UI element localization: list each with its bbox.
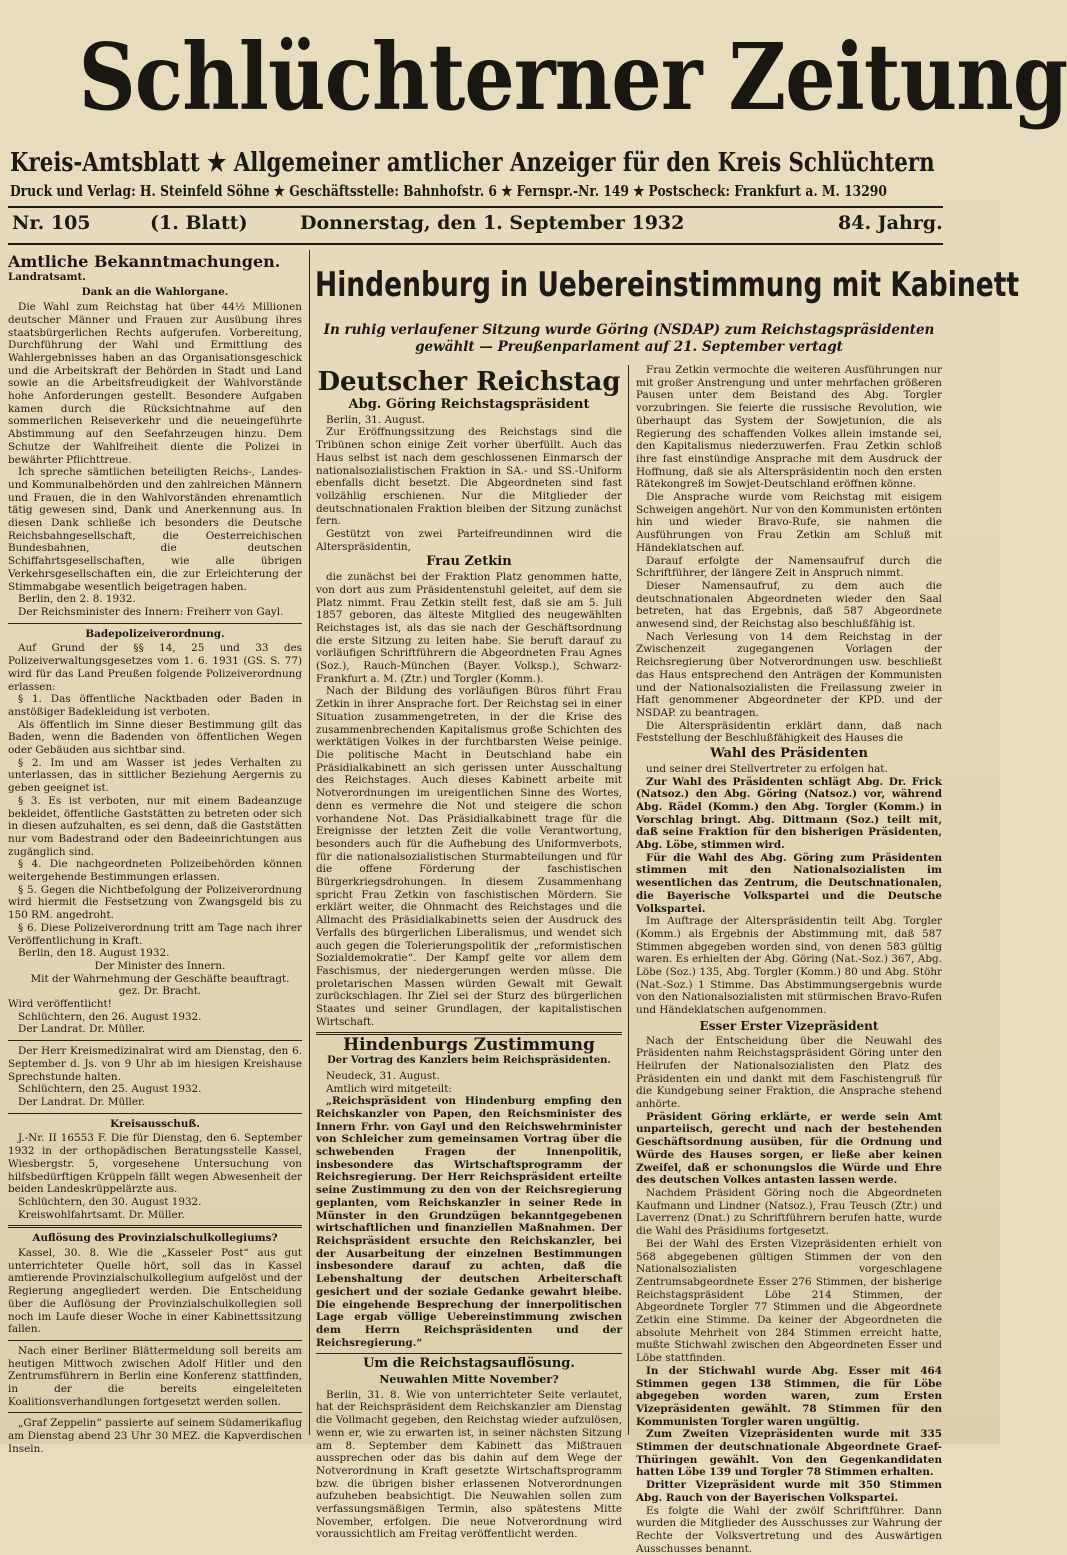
aufloesung-subtitle: Neuwahlen Mitte November? (379, 1373, 559, 1387)
bade-para-1b: Als öffentlich im Sinne dieser Bestimmung gilt das Baden, wenn die Badenden von öffentlichen Wegen oder Gebäuden aus sichtbar sind. (8, 718, 302, 757)
reichstag-place: Berlin, 31. August. (326, 413, 425, 426)
right-para-8: Zur Wahl des Präsidenten schlägt Abg. Dr. Frick (Natsoz.) den Abg. Göring (Natsoz.) vor, während Abg. Rädel (Komm.) den Abg. Torgler (Komm.) in Vorschlag bringt. Abg. Dittmann (Soz.) teilt mit, daß seine Fraktion für den bisherigen Präsidenten, Abg. Löbe, stimmen wird. (636, 775, 942, 852)
dank-text: Die Wahl zum Reichstag hat über 44½ Millionen deutscher Männer und Frauen zur Ausübung ihres staatsbürgerlichen Rechts aufgerufen. Vorbereitung, Durchführung der Wahl und Ermittlung des Wahlergebnisses haben an das Organisationsgeschick und die Arbeitskraft der Behörden in Stadt und Land sowie an die Arbeitsfreudigkeit der Wahlvorstände hohe Anforderungen gestellt. Besondere Aufgaben kamen durch die Rücksichtnahme auf den sommerlichen Reiseverkehr und die neueingeführte Abstimmung auf den Seefahrzeugen hinzu. Dem Schutze der Wahlfreiheit diente die Polizei in bewährter Pflichttreue. (8, 301, 302, 466)
aufl-title: Auflösung des Provinzialschulkollegiums? (32, 1232, 278, 1245)
dank-signature: Der Reichsminister des Innern: Freiherr von Gayl. (18, 605, 284, 618)
masthead-title: Schlüchterner Zeitung (78, 23, 1067, 131)
masthead-printer-line: Druck und Verlag: H. Steinfeld Söhne ★ Geschäftsstelle: Bahnhofstr. 6 ★ Fernspr.-Nr. 149 ★ Postscheck: Frankfurt a. M. 13290 (10, 182, 887, 200)
left-column (8, 252, 302, 1455)
bade-signature-3: gez. Dr. Bracht. (118, 985, 202, 998)
bade-title: Badepolizeiverordnung. (85, 627, 225, 640)
wahl-title: Wahl des Präsidenten (710, 746, 868, 762)
right-para-4: Dieser Namensaufruf, zu dem auch die deutschnationalen Abgeordneten wieder den Saal betreten, hat das Ergebnis, daß 587 Abgeordnete anwesend sind, der Reichstag also beschlußfähig ist. (636, 579, 942, 631)
arzt-text: Der Herr Kreismedizinalrat wird am Dienstag, den 6. September d. Js. von 9 Uhr ab im hiesigen Kreishause Sprechstunde halten. (8, 1045, 302, 1083)
bade-para-2: § 2. Im und am Wasser ist jedes Verhalten zu unterlassen, das in sittlicher Beziehung Aergernis zu geben geeignet ist. (8, 756, 302, 795)
reichstag-para-4: Nach der Bildung des vorläufigen Büros führt Frau Zetkin in ihrer Ansprache fort. Der Reichstag sei in einer Situation zusammengetreten, in der die Krise des zusammenbrechenden Kapitalismus große Schichten des werktätigen Volkes in der furchtbarsten Weise peinige. Die politische Macht in Deutschland habe ein Präsidialkabinett an sich gerissen unter Ausschaltung des Reichstages. Auch dieses Kabinett arbeite mit Notverordnungen im ureigentlichen Sinne des Wortes, denn es vermehre die Not und steigere die schon vorhandene Not. Das Präsidialkabinett trage für die Ereignisse der letzten Zeit die volle Verantwortung, besonders auch für die Aufhebung des Uniformverbots, für die nationalsozialistischen Sturmabteilungen und für die offene Förderung der faschistischen Bürgerkriegsdrohungen. In diesem Zusammenhang spricht Frau Zetkin von faschistischen Mördern. Sie erklärt weiter, die Ohnmacht des Reichstages und die Allmacht des Präsidialkabinetts seien der Ausdruck des Verfalls des bürgerlichen Liberalismus, und wendet sich auch gegen die Tolerierungspolitik der „reformistischen Sozialdemokratie“. Der Kampf gelte vor allem dem Faschismus, der niedergerungen werden müsse. Die proletarischen Massen würden Gewalt mit Gewalt zurückschlagen. Ihr Ziel sei der Sturz des bürgerlichen Staates und seiner Grundlagen, der kapitalistischen Wirtschaft. (316, 685, 622, 1028)
right-para-12: Präsident Göring erklärte, er werde sein Amt unparteiisch, gerecht und nach der bestehenden Geschäftsordnung ausüben, für die Ordnung und Würde des Hauses sorgen, er ließe aber keinen Zweifel, daß er schonungslos die Würde und Ehre des deutschen Volkes antasten lassen werde. (636, 1110, 942, 1187)
masthead-rule (8, 206, 943, 208)
esser-title: Esser Erster Vizepräsident (699, 1018, 879, 1033)
right-para-14: Bei der Wahl des Ersten Vizepräsidenten erhielt von 568 abgegebenen gültigen Stimmen der von den Nationalsozialisten vorgeschlagene Zentrumsabgeordnete Esser 276 Stimmen, der bisherige Reichstagspräsident Löbe 214 Stimmen, der Abgeordnete Torgler 77 Stimmen und die Abgeordnete Zetkin eine Stimme. Da keiner der Abgeordneten die absolute Mehrheit von 284 Stimmen erreicht hatte, mußte Stichwahl zwischen den Abgeordneten Esser und Löbe stattfinden. (636, 1237, 942, 1365)
right-para-1: Frau Zetkin vermochte die weiteren Ausführungen nur mit großer Anstrengung und unter mehrfachen größeren Pausen unter dem Beistand des Abg. Torgler vorzubringen. Sie feierte die russische Revolution, wie überhaupt das System der Sowjetunion, die als Regierung des schaffenden Volkes allein imstande sei, den Kapitalismus niederzuwerfen. Frau Zetkin schloß ihre fast einstündige Ansprache mit dem Ausdruck der Hoffnung, daß sie als Alterspräsidentin noch den ersten Rätekongreß im Sowjet-Deutschland eröffnen könne. (636, 364, 942, 491)
divider (8, 1040, 302, 1041)
column-rule-right (628, 365, 629, 1435)
middle-column (316, 364, 622, 1541)
right-para-9: Für die Wahl des Abg. Göring zum Präsidenten stimmen mit den Nationalsozialisten im wesentlichen das Zentrum, die Deutschnationalen, die Bayerische Volkspartei und die Deutsche Volkspartei. (636, 851, 942, 915)
reichstag-para-2: Gestützt von zwei Parteifreundinnen wird die Alterspräsidentin, (316, 528, 622, 553)
zeppelin-text: „Graf Zeppelin“ passierte auf seinem Südamerikaflug am Dienstag abend 23 Uhr 30 MEZ. die Kapverdischen Inseln. (8, 1417, 302, 1455)
reichstag-para-1: Zur Eröffnungssitzung des Reichstags sind die Tribünen schon einige Zeit vorher überfüllt. Auch das Haus selbst ist nach dem geschlossenen Einmarsch der nationalsozialistischen Fraktion in SA.- und SS.-Uniform ebenfalls dicht besetzt. Die Abgeordneten sind fast vollzählig erschienen. Nur die Mitglieder der deutschnationalen Fraktion bleiben der Sitzung zunächst fern. (316, 426, 622, 528)
publication-signature: Der Landrat. Dr. Müller. (18, 1023, 146, 1036)
landratsamt-label: Landratsamt. (8, 270, 86, 283)
issue-year: 84. Jahrg. (838, 212, 943, 234)
arzt-signature: Der Landrat. Dr. Müller. (18, 1096, 146, 1108)
kreis-title: Kreisausschuß. (110, 1117, 200, 1130)
bade-para-5: § 5. Gegen die Nichtbefolgung der Polizeiverordnung wird hiermit die Festsetzung von Zwangsgeld bis zu 150 RM. angedroht. (8, 883, 302, 922)
kreis-signature: Kreiswohlfahrtsamt. Dr. Müller. (18, 1208, 185, 1221)
right-para-16: Zum Zweiten Vizepräsidenten wurde mit 335 Stimmen der deutschnationale Abgeordnete Graef-Thüringen gewählt. Von den Gegenkandidaten hatten Löbe 139 und Torgler 78 Stimmen erhalten. (636, 1428, 942, 1479)
column-rule-left (309, 250, 310, 1435)
zustimmung-title: Hindenburgs Zustimmung (343, 1035, 595, 1056)
right-para-7: und seiner drei Stellvertreter zu erfolgen hat. (646, 762, 888, 775)
aufloesung-title: Um die Reichstagsauflösung. (363, 1356, 575, 1372)
right-para-13: Nachdem Präsident Göring noch die Abgeordneten Kaufmann und Lindner (Natsoz.), Frau Teusch (Ztr.) und Laverrenz (Dnat.) zu Schriftführern berufen hatte, wurde die Wahl des Präsidiums fortgesetzt. (636, 1187, 942, 1238)
reichstag-para-3: die zunächst bei der Fraktion Platz genommen hatte, von dort aus zum Präsidentenstuhl geleitet, auf dem sie Platz nimmt. Frau Zetkin stellt fest, daß sie am 5. Juli 1857 geboren, das älteste Mitglied des neugewählten Reichstages ist, als das sie nach der Geschäftsordnung die erste Sitzung zu leiten habe. Sie beruft darauf zu vorläufigen Schriftführern die Abgeordneten Frau Agnes (Soz.), Rauch-München (Bayer. Volksp.), Schwarz-Frankfurt a. M. (Ztr.) und Torgler (Komm.). (316, 571, 622, 685)
hitler-text: Nach einer Berliner Blättermeldung soll bereits am heutigen Mittwoch zwischen Adolf Hitler und den Zentrumsführern in Berlin eine Konferenz stattfinden, in der die bereits eingeleiteten Koalitionsverhandlungen fortgesetzt werden sollen. (8, 1344, 302, 1408)
kreis-place: Schlüchtern, den 30. August 1932. (18, 1195, 202, 1208)
bade-place: Berlin, den 18. August 1932. (18, 947, 170, 960)
issue-sheet: (1. Blatt) (150, 212, 248, 234)
right-para-5: Nach Verlesung von 14 dem Reichstag in der Zwischenzeit zugegangenen Vorlagen der Reichsregierung über Notverordnungen usw. beschließt das Haus entsprechend den Anträgen der Kommunisten und der Nationalsozialisten die Freilassung zweier in Haft genommener Abgeordneter der KPD. und der NSDAP. zu beantragen. (636, 630, 942, 719)
right-para-18: Es folgte die Wahl der zwölf Schriftführer. Dann wurden die Mitglieder des Ausschusses zur Wahrung der Rechte der Volksvertretung und des Auswärtigen Ausschusses benannt. (636, 1504, 942, 1555)
dank-place: Berlin, den 2. 8. 1932. (18, 593, 136, 606)
reichstag-subtitle: Abg. Göring Reichstagspräsident (348, 397, 590, 412)
bade-para-1: § 1. Das öffentliche Nacktbaden oder Baden in anstößiger Badekleidung ist verboten. (8, 693, 302, 718)
divider (316, 1353, 622, 1354)
main-subhead: In ruhig verlaufener Sitzung wurde Göring (NSDAP) zum Reichstagspräsidenten gewählt — Preußenparlament auf 21. September vertagt (323, 322, 935, 355)
divider (8, 1412, 302, 1413)
bade-para-4: § 4. Die nachgeordneten Polizeibehörden können weitergehende Bestimmungen erlassen. (8, 858, 302, 884)
zustimmung-lead: Amtlich wird mitgeteilt: (326, 1082, 452, 1095)
reichstag-title: Deutscher Reichstag (317, 367, 621, 397)
divider (8, 1225, 302, 1228)
right-para-11: Nach der Entscheidung über die Neuwahl des Präsidenten nahm Reichstagspräsident Göring unter den Heilrufen der Nationalsozialisten den Platz des Präsidenten ein und dankt mit dem Faschistengruß für die Kundgebung seiner Fraktion, die Ansprache stehend anhörte. (636, 1034, 942, 1111)
zustimmung-subtitle: Der Vortrag des Kanzlers beim Reichspräsidenten. (327, 1055, 611, 1067)
dank-text-2: Ich spreche sämtlichen beteiligten Reichs-, Landes- und Kommunalbehörden und den zahlreichen Männern und Frauen, die in den Wahlvorständen ehrenamtlich tätig gewesen sind, Dank und Anerkennung aus. In diesen Dank schließe ich besonders die Deutsche Reichsbahngesellschaft, die Oesterreichischen Bundesbahnen, die deutschen Schiffahrtsgesellschaften, wie alle übrigen Verkehrsgesellschaften ein, die zur Erleichterung der Stimmabgabe wesentlich beigetragen haben. (8, 466, 302, 593)
bade-para-6: § 6. Diese Polizeiverordnung tritt am Tage nach ihrer Veröffentlichung in Kraft. (8, 921, 302, 947)
right-para-6: Die Alterspräsidentin erklärt dann, daß nach Feststellung der Beschlußfähigkeit des Hauses die (636, 719, 942, 745)
dank-title: Dank an die Wahlorgane. (81, 286, 229, 299)
kreis-text: J.-Nr. II 16553 F. Die für Dienstag, den 6. September 1932 in der orthopädischen Beratungsstelle Kassel, Wiesbergstr. 5, vorgesehene Untersuchung von hilfsbedürftigen Krüppeln fällt wegen Abwesenheit der beiden Landeskrüppelärzte aus. (8, 1132, 302, 1196)
bade-signature-2: Mit der Wahrnehmung der Geschäfte beauftragt. (30, 972, 290, 985)
aufl-text: Kassel, 30. 8. Wie die „Kasseler Post“ aus gut unterrichteter Quelle hört, soll das in Kassel amtierende Provinzialschulkollegium aufgelöst und der Regierung angegliedert werden. Die Entscheidung über die Auflösung der Provinzialschulkollegien soll noch im Laufe dieser Woche in einer Kabinettssitzung fallen. (8, 1247, 302, 1336)
arzt-place: Schlüchtern, den 25. August 1932. (18, 1083, 202, 1096)
aufloesung-text: Berlin, 31. 8. Wie von unterrichteter Seite verlautet, hat der Reichspräsident dem Reichskanzler am Dienstag die Vollmacht gegeben, den Reichstag wieder aufzulösen, wenn er, wie zu erwarten ist, in seiner nächsten Sitzung am 8. September dem Kabinett das Mißtrauen aussprechen oder das bis dahin auf dem Wege der Notverordnung in Kraft gesetzte Wirtschaftsprogramm bzw. die übrigen bisher erlassenen Notverordnungen aufzuheben beabsichtigt. Die Neuwahlen sollen zum verfassungsmäßigen Termin, also spätestens Mitte November, erfolgen. Die neue Notverordnung wird voraussichtlich am Freitag veröffentlicht werden. (316, 1388, 622, 1541)
zustimmung-text: „Reichspräsident von Hindenburg empfing den Reichskanzler von Papen, den Reichsminister des Innern Frhr. von Gayl und den Reichswehrminister von Schleicher zum gemeinsamen Vortrag über die schwebenden Fragen der Innenpolitik, insbesondere das Wirtschaftsprogramm der Reichsregierung. Der Herr Reichspräsident erteilte seine Zustimmung zu den von der Reichsregierung geplanten, vom Reichskanzler in seiner Rede in Münster in den Grundzügen bekanntgegebenen wirtschaftlichen und finanziellen Maßnahmen. Der Reichspräsident ersuchte den Reichskanzler, bei der Ausarbeitung der einzelnen Bestimmungen insbesondere darauf zu achten, daß die Lebenshaltung der deutschen Arbeiterschaft gesichert und der soziale Gedanke gewahrt bleibe. Die eingehende Besprechung der innerpolitischen Lage ergab völlige Uebereinstimmung zwischen dem Herrn Reichspräsidenten und der Reichsregierung.“ (316, 1095, 622, 1349)
main-headline: Hindenburg in Uebereinstimmung mit Kabinett (315, 265, 1020, 305)
right-para-15: In der Stichwahl wurde Abg. Esser mit 464 Stimmen gegen 138 Stimmen, die für Löbe abgegeben worden waren, zum Ersten Vizepräsidenten gewählt. 78 Stimmen für den Kommunisten Torgler waren ungültig. (636, 1364, 942, 1428)
issue-date: Donnerstag, den 1. September 1932 (300, 212, 685, 234)
right-para-10: Im Auftrage der Alterspräsidentin teilt Abg. Torgler (Komm.) als Ergebnis der Abstimmung mit, daß 587 Stimmen abgegeben worden sind, von denen 583 gültig waren. Es erhielten der Abg. Göring (Nat.-Soz.) 367, Abg. Löbe (Soz.) 135, Abg. Torgler (Komm.) 80 und Abg. Stöhr (Nat.-Soz.) 1 Stimme. Das Abstimmungsergebnis wurde von den Nationalsozialisten mit stürmischen Bravo-Rufen und Händeklatschen aufgenommen. (636, 915, 942, 1017)
masthead-subtitle: Kreis-Amtsblatt ★ Allgemeiner amtlicher Anzeiger für den Kreis Schlüchtern (10, 148, 935, 178)
bade-intro: Auf Grund der §§ 14, 25 und 33 des Polizeiverwaltungsgesetzes vom 1. 6. 1931 (GS. S. 77) wird für das Land Preußen folgende Polizeiverordnung erlassen: (8, 642, 302, 693)
publication-note: Wird veröffentlicht! (8, 998, 112, 1011)
right-para-2: Die Ansprache wurde vom Reichstag mit eisigem Schweigen angehört. Nur von den Kommunisten ertönten hin und wieder Bravo-Rufe, sie nahmen die Ausführungen von Frau Zetkin am Schluß mit Händeklatschen auf. (636, 491, 942, 554)
divider (8, 1113, 302, 1114)
right-column (636, 364, 942, 1555)
divider (8, 623, 302, 624)
bade-signature-1: Der Minister des Innern. (94, 959, 226, 972)
issue-number: Nr. 105 (12, 212, 91, 234)
dateline-rule (8, 243, 943, 245)
right-para-17: Dritter Vizepräsident wurde mit 350 Stimmen Abg. Rauch von der Bayerischen Volkspartei. (636, 1479, 942, 1504)
zetkin-title: Frau Zetkin (426, 554, 512, 570)
publication-place: Schlüchtern, den 26. August 1932. (18, 1010, 202, 1023)
bade-para-3: § 3. Es ist verboten, nur mit einem Badeanzuge bekleidet, öffentliche Gaststätten zu betreten oder sich in diesen aufzuhalten, es sei denn, daß die Gaststätten nur vom Badestrand oder den Badeeinrichtungen aus zugänglich sind. (8, 794, 302, 858)
right-para-3: Darauf erfolgte der Namensaufruf durch die Schriftführer, der längere Zeit in Anspruch nimmt. (636, 554, 942, 580)
divider (8, 1340, 302, 1341)
section-title: Amtliche Bekanntmachungen. (8, 252, 281, 271)
zustimmung-place: Neudeck, 31. August. (326, 1069, 440, 1082)
